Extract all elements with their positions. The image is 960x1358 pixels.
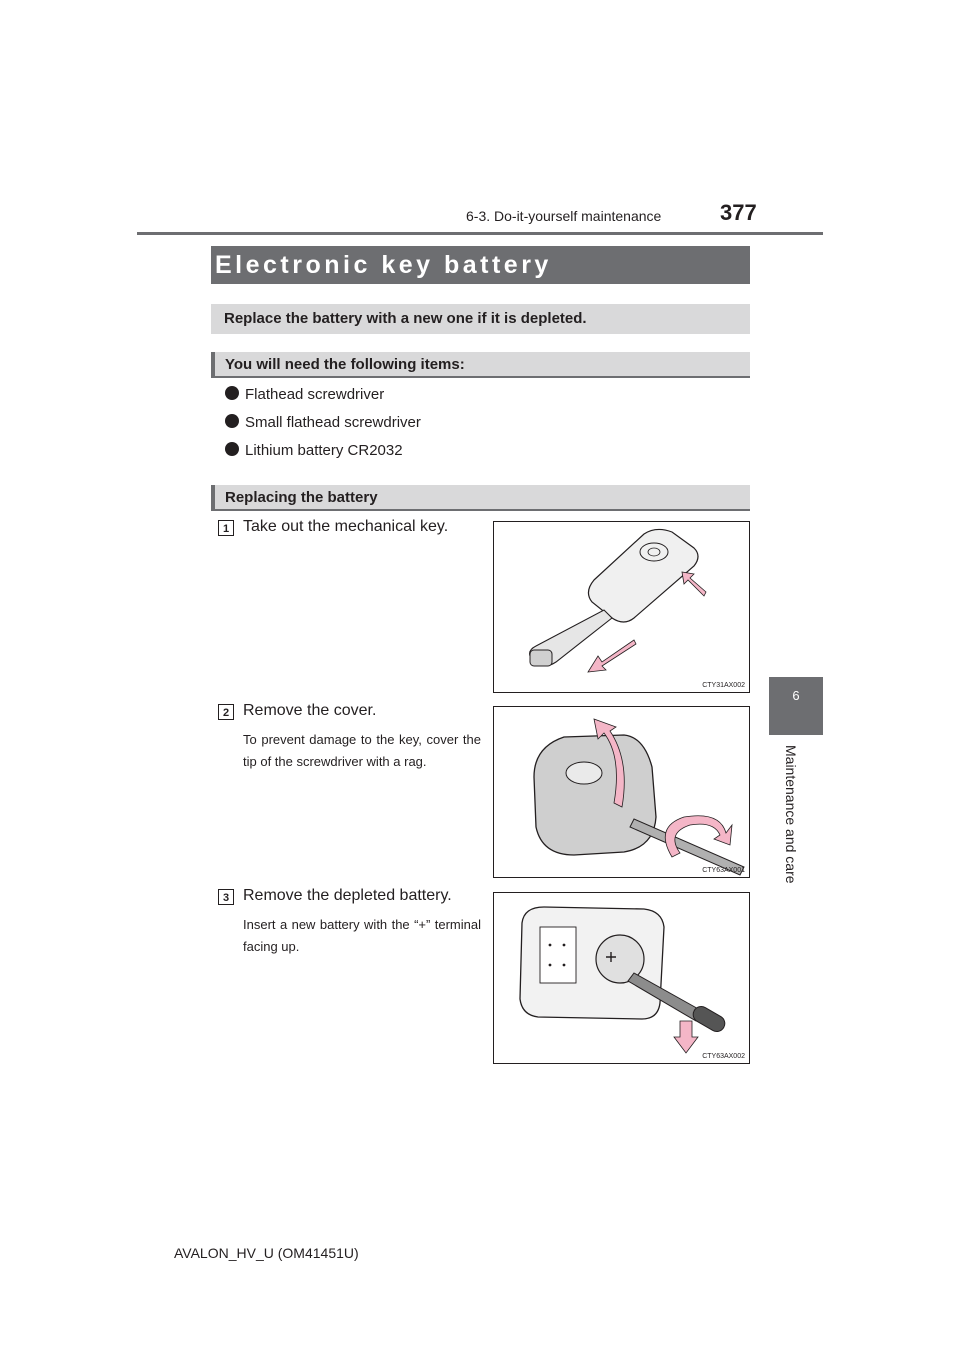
list-item (225, 386, 384, 403)
step-text: Take out the mechanical key. (243, 518, 449, 535)
step-text: Remove the cover. (243, 702, 377, 719)
bullet-icon (225, 442, 239, 456)
figure-remove-key (493, 521, 750, 693)
header-divider (137, 232, 823, 235)
step-note: Insert a new battery with the “+” terminal facing up. (243, 917, 481, 954)
key-removal-illustration (494, 522, 749, 692)
cover-removal-illustration (494, 707, 749, 877)
list-item-text: Lithium battery CR2032 (245, 442, 403, 459)
page-title: Electronic key battery (211, 246, 750, 284)
chapter-tab (769, 677, 823, 735)
list-item (225, 442, 403, 459)
page-number: 377 (720, 200, 757, 225)
step-number: 1 (218, 520, 234, 536)
battery-removal-illustration (494, 893, 749, 1064)
replace-heading: Replacing the battery (211, 485, 750, 511)
list-item-text: Flathead screwdriver (245, 386, 385, 403)
figure-code: CTY31AX002 (702, 682, 745, 689)
list-item (225, 414, 421, 431)
step-text: Remove the depleted battery. (243, 887, 452, 904)
intro-box: Replace the battery with a new one if it is depleted. (211, 304, 750, 334)
figure-remove-battery (493, 892, 750, 1064)
figure-code: CTY63AX002 (702, 1053, 745, 1060)
chapter-number: 6 (792, 688, 800, 703)
section-title: 6-3. Do-it-yourself maintenance (466, 208, 662, 224)
step-number: 3 (218, 889, 234, 905)
items-heading: You will need the following items: (211, 352, 750, 378)
figure-remove-cover (493, 706, 750, 878)
list-item-text: Small flathead screwdriver (245, 414, 421, 431)
footer-model-code: AVALON_HV_U (OM41451U) (174, 1245, 359, 1261)
bullet-icon (225, 414, 239, 428)
step-note: To prevent damage to the key, cover the tip of the screwdriver with a rag. (243, 732, 481, 769)
chapter-label: Maintenance and care (783, 745, 799, 884)
step-number: 2 (218, 704, 234, 720)
bullet-icon (225, 386, 239, 400)
figure-code: CTY63AX001 (702, 867, 745, 874)
